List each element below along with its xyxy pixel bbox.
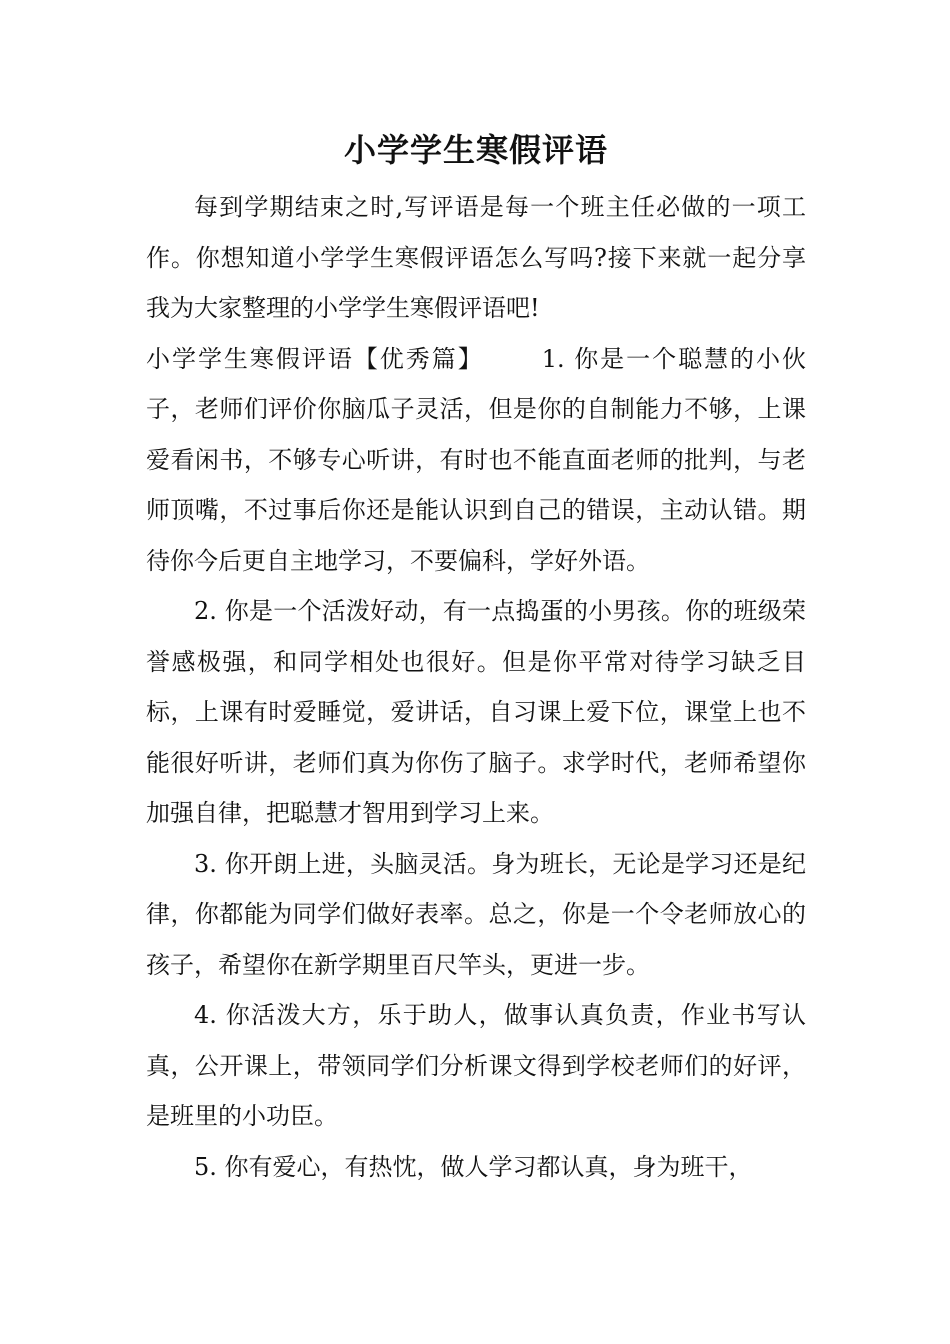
- document-body: [146, 128, 806, 1192]
- section-heading: 小学学生寒假评语【优秀篇】: [146, 344, 484, 373]
- section-paragraph-1: [146, 334, 806, 587]
- intro-paragraph: 每到学期结束之时,写评语是每一个班主任必做的一项工作。你想知道小学学生寒假评语怎么写吗?接下来就一起分享我为大家整理的小学学生寒假评语吧!: [146, 193, 806, 322]
- comment-4: 4. 你活泼大方，乐于助人，做事认真负责，作业书写认真，公开课上，带领同学们分析课文得到学校老师们的好评，是班里的小功臣。: [146, 1001, 806, 1130]
- comment-1: 1. 你是一个聪慧的小伙子，老师们评价你脑瓜子灵活，但是你的自制能力不够，上课爱看闲书，不够专心听讲，有时也不能直面老师的批判，与老师顶嘴，不过事后你还是能认识到自己的错误，主动认错。期待你今后更自主地学习，不要偏科，学好外语。: [146, 344, 806, 575]
- comment-3: 3. 你开朗上进，头脑灵活。身为班长，无论是学习还是纪律，你都能为同学们做好表率。总之，你是一个令老师放心的孩子，希望你在新学期里百尺竿头，更进一步。: [146, 849, 806, 979]
- document-title: 小学学生寒假评语: [343, 131, 608, 169]
- comment-2: 2. 你是一个活泼好动，有一点捣蛋的小男孩。你的班级荣誉感极强，和同学相处也很好。但是你平常对待学习缺乏目标，上课有时爱睡觉，爱讲话，自习课上爱下位，课堂上也不能很好听讲，老师们真为你伤了脑子。求学时代，老师希望你加强自律，把聪慧才智用到学习上来。: [146, 597, 806, 827]
- comment-5: 5. 你有爱心，有热忱，做人学习都认真，身为班干，: [194, 1152, 753, 1181]
